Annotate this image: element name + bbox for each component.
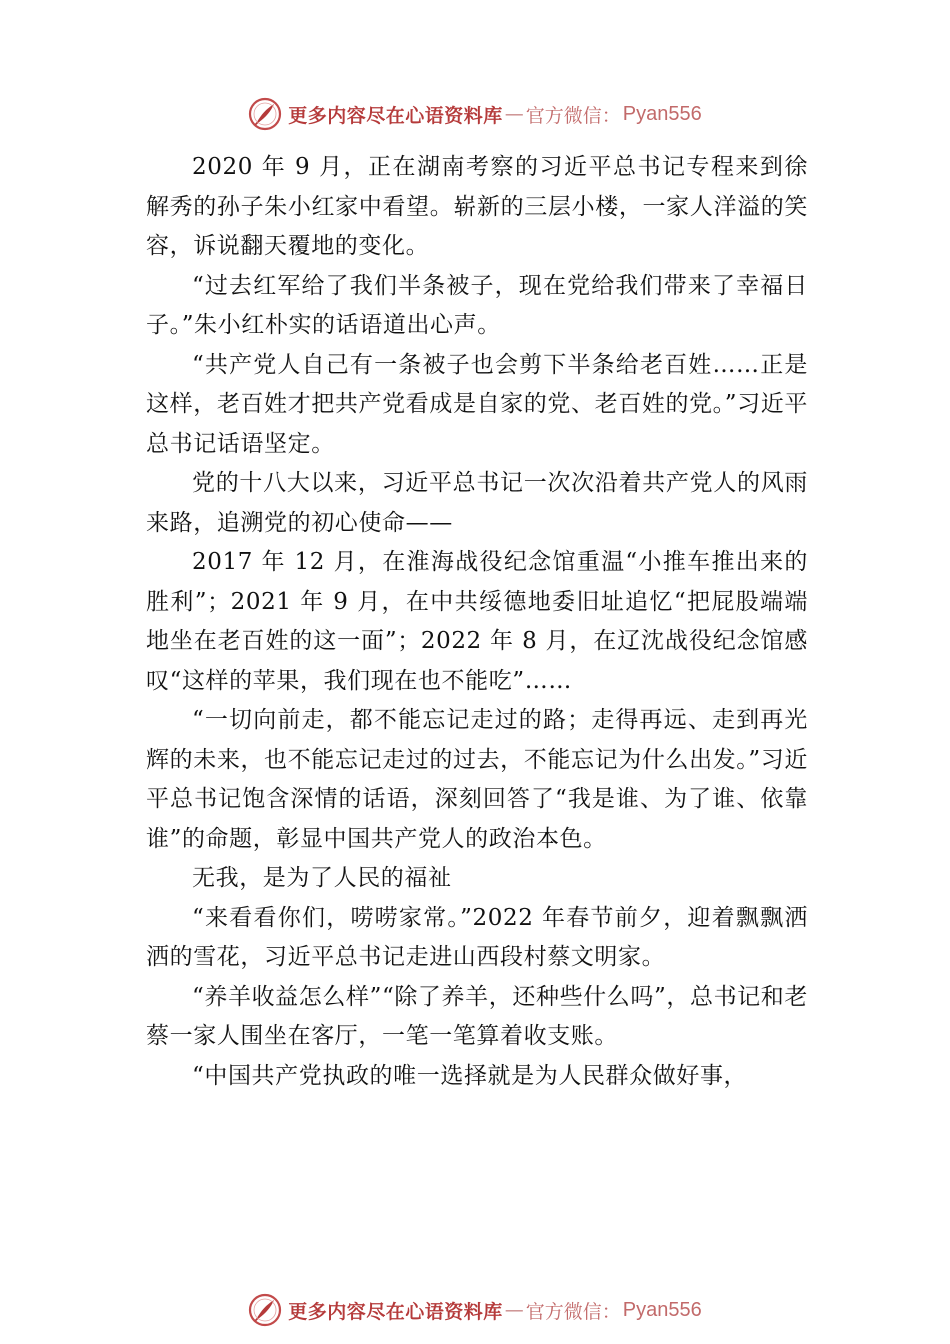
quill-pen-logo-icon <box>248 97 282 131</box>
footer-wechat-id: Pyan556 <box>622 1298 702 1321</box>
paragraph: 2017 年 12 月，在淮海战役纪念馆重温“小推车推出来的胜利”；2021 年 9 月，在中共绥德地委旧址追忆“把屁股端端地坐在老百姓的这一面”；2022 年 8 月，在辽沈战役纪念馆感叹“这样的苹果，我们现在也不能吃”…… <box>146 549 808 694</box>
paragraph: 2020 年 9 月，正在湖南考察的习近平总书记专程来到徐解秀的孙子朱小红家中看望。崭新的三层小楼，一家人洋溢的笑容，诉说翻天覆地的变化。 <box>146 154 808 259</box>
footer-official-label: 官方微信： <box>525 1300 621 1323</box>
paragraph: “来看看你们，唠唠家常。”2022 年春节前夕，迎着飘飘洒洒的雪花，习近平总书记走进山西段村蔡文明家。 <box>146 904 808 970</box>
paragraph: 党的十八大以来，习近平总书记一次次沿着共产党人的风雨来路，追溯党的初心使命—— <box>146 470 808 536</box>
section-heading: 无我，是为了人民的福祉 <box>192 865 452 891</box>
footer-banner <box>0 1290 950 1330</box>
header-banner <box>0 94 950 134</box>
paragraph: “养羊收益怎么样”“除了养羊，还种些什么吗”，总书记和老蔡一家人围坐在客厅，一笔一笔算着收支账。 <box>146 983 808 1049</box>
article-body <box>146 148 808 1096</box>
quill-pen-logo-icon <box>248 1293 282 1327</box>
paragraph: “中国共产党执政的唯一选择就是为人民群众做好事， <box>192 1062 748 1089</box>
header-official-label: 官方微信： <box>525 104 621 127</box>
paragraph: “过去红军给了我们半条被子，现在党给我们带来了幸福日子。”朱小红朴实的话语道出心声。 <box>146 272 808 338</box>
paragraph: “一切向前走，都不能忘记走过的路；走得再远、走到再光辉的未来，也不能忘记走过的过去，不能忘记为什么出发。”习近平总书记饱含深情的话语，深刻回答了“我是谁、为了谁、依靠谁”的命题，彰显中国共产党人的政治本色。 <box>146 707 808 852</box>
footer-separator: — <box>504 1299 524 1321</box>
header-separator: — <box>504 103 524 125</box>
header-wechat-id: Pyan556 <box>622 102 702 125</box>
header-brand-text: 更多内容尽在心语资料库 <box>288 104 503 127</box>
paragraph: “共产党人自己有一条被子也会剪下半条给老百姓……正是这样，老百姓才把共产党看成是自家的党、老百姓的党。”习近平总书记话语坚定。 <box>146 351 808 457</box>
footer-brand-text: 更多内容尽在心语资料库 <box>288 1300 503 1323</box>
